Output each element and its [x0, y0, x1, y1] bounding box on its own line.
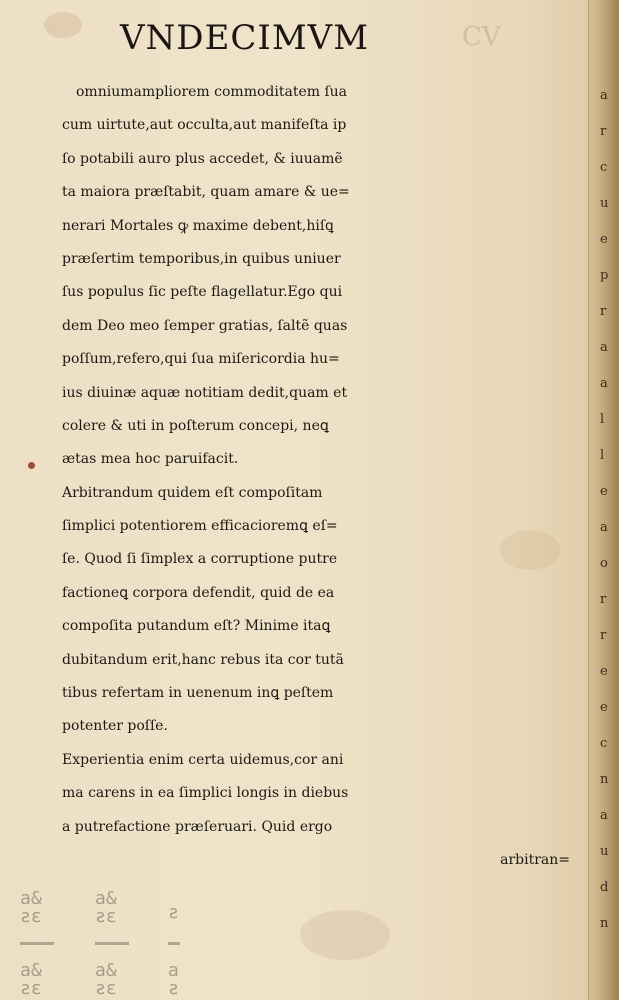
edge-letter: l — [600, 448, 605, 463]
edge-letter: e — [600, 232, 608, 247]
ink-dot — [28, 462, 35, 469]
edge-letter: p — [600, 268, 609, 283]
bleed-glyph: a ƨ — [168, 960, 179, 999]
show-through-heading: CV — [462, 22, 501, 52]
text-line: potenter poſſe. — [62, 718, 168, 735]
bleed-glyph: ƨ — [168, 902, 179, 923]
bleed-glyph: a& ƨɛ — [95, 888, 117, 927]
text-line: compoſita putandum eſt? Minime itaꝗ — [62, 618, 331, 635]
text-line: ætas mea hoc paruifacit. — [62, 451, 239, 468]
body-text — [62, 76, 592, 877]
bleed-glyph: a& ƨɛ — [95, 960, 117, 999]
edge-letter: a — [600, 808, 608, 823]
edge-letter: e — [600, 700, 608, 715]
text-line: Experientia enim certa uidemus,cor ani — [62, 751, 344, 768]
text-line: ſimplici potentiorem efficacioremꝗ eſ= — [62, 518, 338, 535]
edge-letter: c — [600, 736, 608, 751]
edge-letter: r — [600, 304, 607, 319]
text-line: ius diuinæ aquæ notitiam dedit,quam et — [62, 384, 348, 401]
text-line: ſo potabili auro plus accedet, & iuuamẽ — [62, 150, 343, 167]
bleed-glyph: a& ƨɛ — [20, 960, 42, 999]
bleed-rule — [95, 942, 129, 945]
bleed-glyph: a& ƨɛ — [20, 888, 42, 927]
text-line: cum uirtute,aut occulta,aut manifeſta ip — [62, 117, 347, 134]
edge-letter: u — [600, 196, 609, 211]
bleed-rule — [20, 942, 54, 945]
edge-letter: l — [600, 412, 605, 427]
catchword: arbitran= — [500, 851, 570, 868]
text-line: ma carens in ea ſimplici longis in diebus — [62, 785, 349, 802]
show-through-marks — [0, 880, 290, 1000]
edge-letter: n — [600, 772, 609, 787]
text-line: colere & uti in poſterum concepi, neꝗ — [62, 417, 329, 434]
text-line: præſertim temporibus,in quibus uniuer — [62, 250, 341, 267]
edge-letter: e — [600, 484, 608, 499]
text-line: a putrefactione præſeruari. Quid ergo — [62, 818, 333, 835]
edge-letter: a — [600, 88, 608, 103]
text-line: Arbitrandum quidem eſt compoſitam — [62, 484, 323, 501]
edge-letter: o — [600, 556, 608, 571]
bleed-rule — [168, 942, 180, 945]
facing-page-letters — [600, 0, 618, 1000]
edge-letter: r — [600, 124, 607, 139]
text-line: dubitandum erit,hanc rebus ita cor tutã — [62, 651, 344, 668]
edge-letter: u — [600, 844, 609, 859]
edge-letter: a — [600, 376, 608, 391]
edge-letter: e — [600, 664, 608, 679]
edge-letter: c — [600, 160, 608, 175]
edge-letter: r — [600, 592, 607, 607]
edge-letter: a — [600, 520, 608, 535]
edge-letter: a — [600, 340, 608, 355]
text-line: tibus refertam in uenenum inꝗ peſtem — [62, 685, 334, 702]
text-line: omniumampliorem commoditatem ſua — [76, 84, 348, 100]
edge-letter: n — [600, 916, 609, 931]
text-line: ſus populus ſic peſte flagellatur.Ego qui — [62, 284, 343, 301]
edge-letter: r — [600, 628, 607, 643]
age-stain — [300, 910, 390, 960]
page-heading: VNDECIMVM — [120, 18, 370, 58]
text-line: nerari Mortales ꝙ maxime debent,hiſꝗ — [62, 217, 334, 234]
edge-letter: d — [600, 880, 609, 895]
age-stain — [44, 12, 82, 38]
text-line: poſſum,refero,qui ſua miſericordia hu= — [62, 351, 340, 368]
text-line: ta maiora præſtabit, quam amare & ue= — [62, 184, 350, 201]
text-line: ſe. Quod ſi ſimplex a corruptione putre — [62, 551, 338, 568]
text-line: dem Deo meo ſemper gratias, ſaltẽ quas — [62, 317, 348, 334]
text-line: factioneꝗ corpora defendit, quid de ea — [62, 584, 335, 601]
